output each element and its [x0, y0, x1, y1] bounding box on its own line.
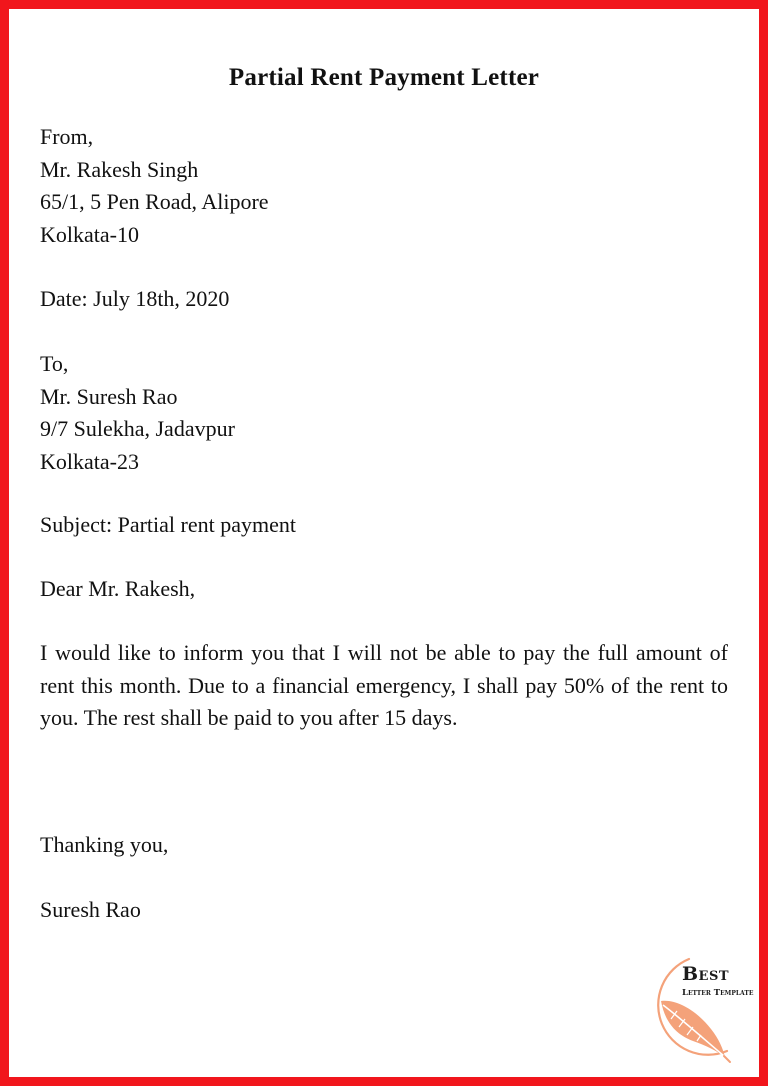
- page-title: Partial Rent Payment Letter: [228, 64, 540, 91]
- closing: Thanking you,: [40, 832, 169, 857]
- to-label: To,: [40, 351, 69, 376]
- signature: Suresh Rao: [40, 897, 141, 922]
- letter-body: I would like to inform you that I will not be able to pay the full amount of rent this month. Due to a financial emergency, I shall pay 50% of the rent to you. The rest shall be paid to you after 15 days.: [40, 640, 728, 730]
- from-label: From,: [40, 124, 94, 149]
- recipient-address: [40, 348, 730, 478]
- recipient-address-line-2: Kolkata-23: [40, 448, 139, 474]
- recipient-name: Mr. Suresh Rao: [40, 383, 178, 409]
- sender-name: Mr. Rakesh Singh: [40, 156, 199, 182]
- brand-logo: [627, 949, 752, 1069]
- recipient-address-line-1: 9/7 Sulekha, Jadavpur: [40, 416, 235, 441]
- letter-date: Date: July 18th, 2020: [40, 286, 230, 311]
- sender-address: [40, 121, 730, 251]
- sender-address-line-2: Kolkata-10: [40, 221, 139, 247]
- salutation: Dear Mr. Rakesh,: [40, 576, 196, 601]
- logo-subtitle: Letter Template: [682, 988, 754, 998]
- logo-word: Best: [682, 963, 730, 985]
- sender-address-line-1: 65/1, 5 Pen Road, Alipore: [40, 189, 269, 214]
- letter-subject: Subject: Partial rent payment: [40, 512, 296, 537]
